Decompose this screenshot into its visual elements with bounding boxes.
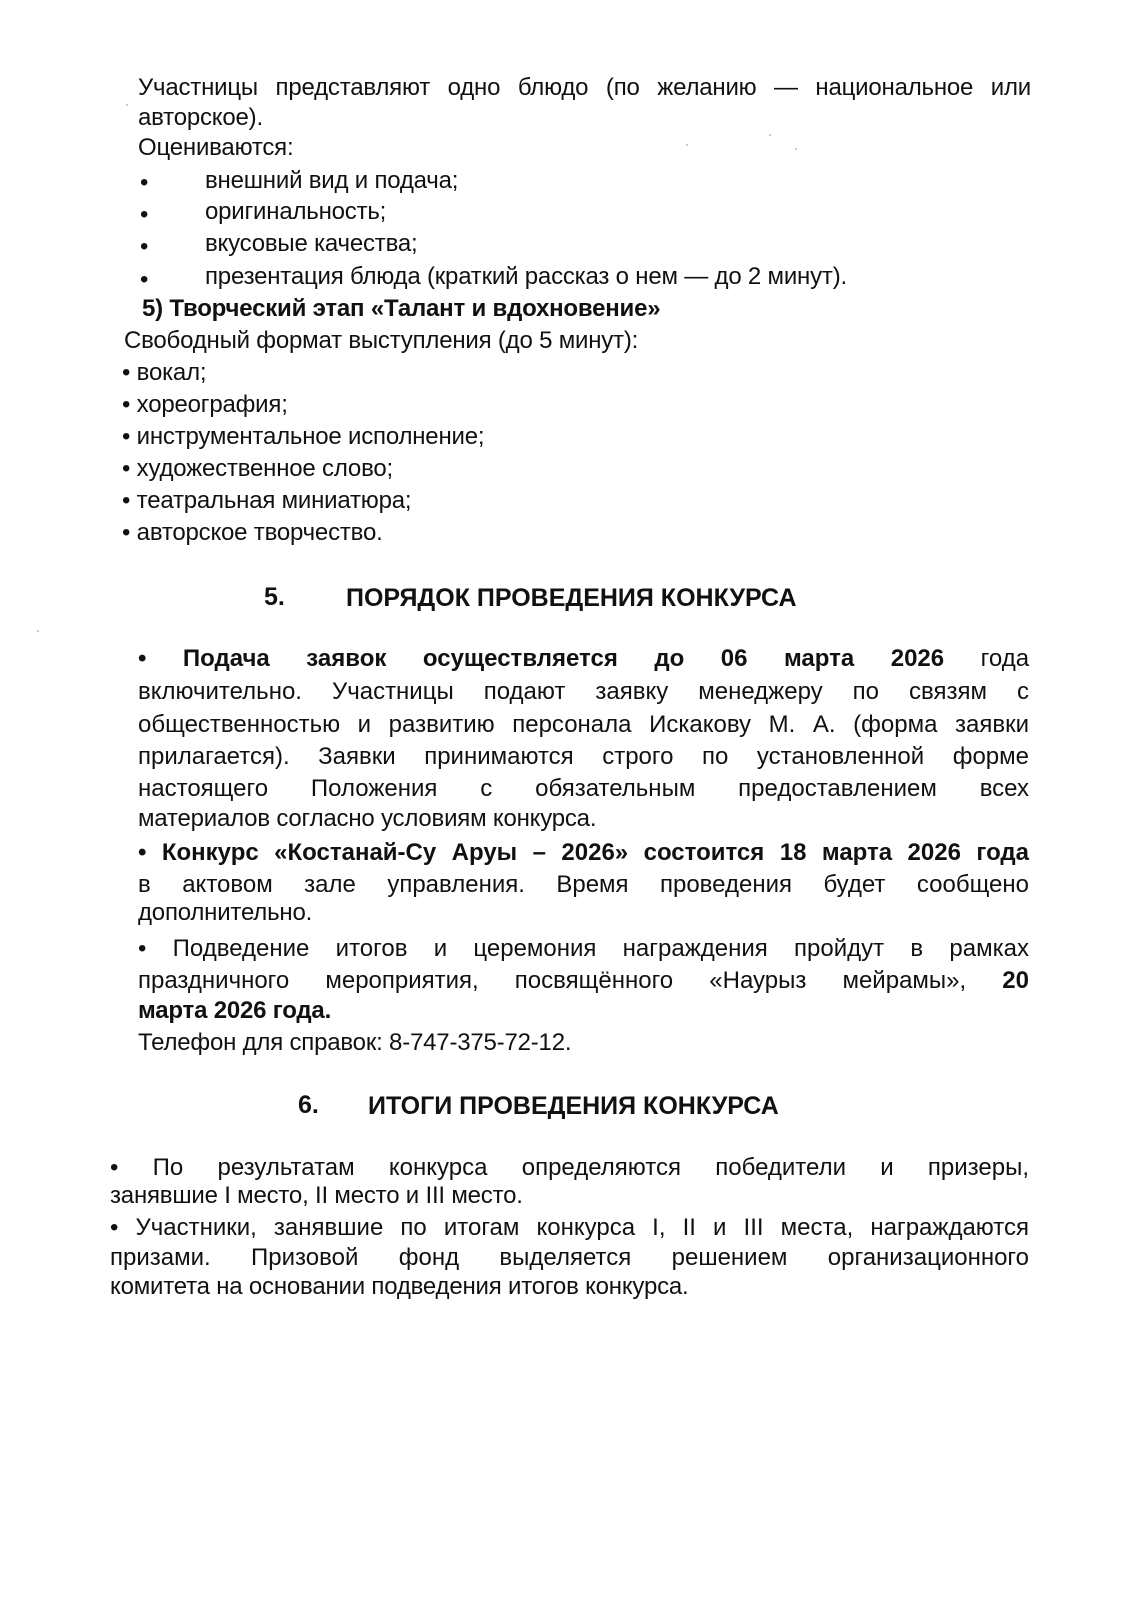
section-title: ПОРЯДОК ПРОВЕДЕНИЯ КОНКУРСА <box>346 584 797 612</box>
text-word: года <box>980 645 1030 672</box>
bold-word: осуществляется <box>422 645 618 672</box>
winners-line-2: занявшие I место, II место и III место. <box>110 1182 523 1209</box>
criteria-item: презентация блюда (краткий рассказ о нем — до 2 минут). <box>205 263 847 290</box>
contest-date-line-3: дополнительно. <box>138 899 313 926</box>
bold-word: до <box>654 645 685 672</box>
bold-word: 2026 <box>890 645 945 672</box>
prizes-line-2: призами. Призовой фонд выделяется решением организационного <box>110 1244 1029 1271</box>
format-item: • инструментальное исполнение; <box>122 423 485 450</box>
format-item: • авторское творчество. <box>122 519 383 546</box>
format-item: • вокал; <box>122 359 207 386</box>
applications-line-3: общественностью и развитию персонала Искакову М. А. (форма заявки <box>138 711 1029 738</box>
bold-word: марта <box>783 645 855 672</box>
awards-line-2-text: праздничного мероприятия, посвящённого «Наурыз мейрамы», <box>138 967 967 994</box>
dish-intro-line-1: Участницы представляют одно блюдо (по желанию — национальное или <box>138 74 1031 101</box>
awards-line-1: • Подведение итогов и церемония награждения пройдут в рамках <box>138 935 1029 962</box>
applications-line-6: материалов согласно условиям конкурса. <box>138 805 597 832</box>
scan-speck <box>37 630 39 632</box>
prizes-line-3: комитета на основании подведения итогов конкурса. <box>110 1273 689 1300</box>
applications-line-1 <box>138 644 1029 674</box>
winners-line-1: • По результатам конкурса определяются победители и призеры, <box>110 1154 1029 1181</box>
scan-speck <box>686 144 688 146</box>
applications-line-5: настоящего Положения с обязательным предоставлением всех <box>138 775 1029 802</box>
format-item: • театральная миниатюра; <box>122 487 412 514</box>
bullet-icon: • <box>140 201 149 228</box>
bullet-icon: • <box>140 233 149 260</box>
section-number: 6. <box>298 1091 319 1119</box>
criteria-label: Оцениваются: <box>138 134 294 161</box>
criteria-item: оригинальность; <box>205 198 387 225</box>
scan-speck <box>769 134 771 136</box>
bullet-icon: • <box>138 645 147 672</box>
awards-day: 20 <box>1002 967 1029 994</box>
bold-word: заявок <box>306 645 387 672</box>
bold-word: Подача <box>182 645 270 672</box>
applications-line-2: включительно. Участницы подают заявку менеджеру по связям с <box>138 678 1029 705</box>
format-item: • художественное слово; <box>122 455 393 482</box>
criteria-item: внешний вид и подача; <box>205 167 459 194</box>
scan-speck <box>795 148 797 150</box>
dish-intro-line-2: авторское). <box>138 104 263 131</box>
applications-line-4: прилагается). Заявки принимаются строго по установленной форме <box>138 743 1029 770</box>
bullet-icon: • <box>140 169 149 196</box>
awards-line-3: марта 2026 года. <box>138 997 332 1024</box>
section-title: ИТОГИ ПРОВЕДЕНИЯ КОНКУРСА <box>368 1092 779 1120</box>
awards-line-2 <box>138 966 1029 996</box>
scan-speck <box>126 104 128 106</box>
creative-stage-intro: Свободный формат выступления (до 5 минут): <box>124 327 639 354</box>
contest-date-line-1: • Конкурс «Костанай-Су Аруы – 2026» состоится 18 марта 2026 года <box>138 839 1029 866</box>
bullet-icon: • <box>140 266 149 293</box>
section-number: 5. <box>264 583 285 611</box>
prizes-line-1: • Участники, занявшие по итогам конкурса I, II и III места, награждаются <box>110 1214 1029 1241</box>
creative-stage-title: 5) Творческий этап «Талант и вдохновение» <box>142 295 661 322</box>
bold-word: 06 <box>720 645 748 672</box>
contest-date-line-2: в актовом зале управления. Время проведения будет сообщено <box>138 871 1029 898</box>
format-item: • хореография; <box>122 391 288 418</box>
criteria-item: вкусовые качества; <box>205 230 418 257</box>
phone-info: Телефон для справок: 8-747-375-72-12. <box>138 1029 572 1056</box>
